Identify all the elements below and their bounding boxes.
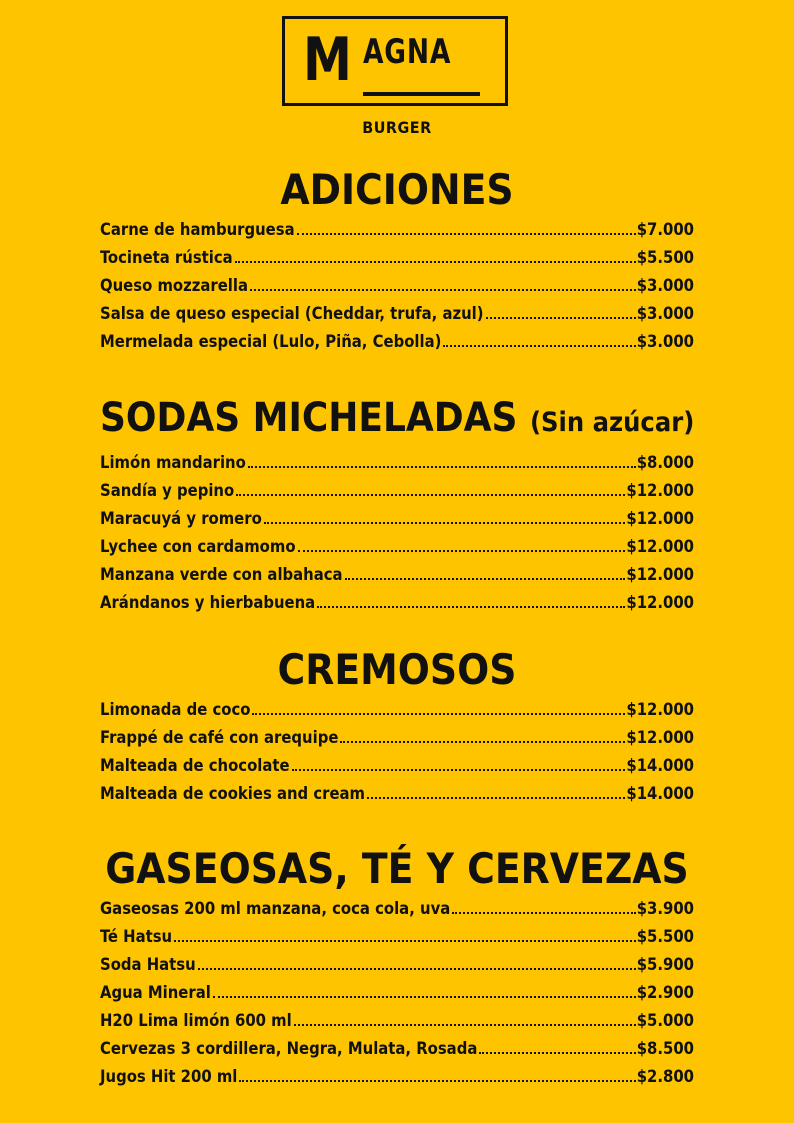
menu-section xyxy=(100,843,694,1091)
item-price: $12.000 xyxy=(626,728,694,747)
item-price: $2.900 xyxy=(636,983,694,1002)
brand-subtitle: BURGER xyxy=(362,118,432,137)
brand-logo xyxy=(282,16,508,106)
menu-item xyxy=(100,589,694,617)
item-price: $8.000 xyxy=(636,453,694,472)
item-price: $5.500 xyxy=(636,248,694,267)
menu-item xyxy=(100,216,694,244)
item-price: $12.000 xyxy=(626,565,694,584)
dot-leader xyxy=(452,911,635,914)
dot-leader xyxy=(239,1079,635,1082)
section-title xyxy=(100,392,694,449)
dot-leader xyxy=(292,768,626,771)
item-name: Agua Mineral xyxy=(100,983,211,1002)
dot-leader xyxy=(479,1051,635,1054)
item-price: $3.000 xyxy=(636,304,694,323)
menu-item xyxy=(100,895,694,923)
dot-leader xyxy=(236,493,625,496)
item-name: Maracuyá y romero xyxy=(100,509,262,528)
item-price: $5.900 xyxy=(636,955,694,974)
dot-leader xyxy=(340,740,625,743)
dot-leader xyxy=(213,995,636,998)
item-name: Carne de hamburguesa xyxy=(100,220,295,239)
menu-item xyxy=(100,244,694,272)
dot-leader xyxy=(235,260,636,263)
item-name: Queso mozzarella xyxy=(100,276,248,295)
section-title-text: SODAS MICHELADAS xyxy=(100,395,518,441)
menu-item-list xyxy=(100,449,694,617)
item-name: Té Hatsu xyxy=(100,927,173,946)
menu-item xyxy=(100,449,694,477)
item-price: $8.500 xyxy=(636,1039,694,1058)
item-name: Malteada de cookies and cream xyxy=(100,784,365,803)
menu-item xyxy=(100,923,694,951)
item-price: $7.000 xyxy=(636,220,694,239)
logo-underline xyxy=(363,92,480,96)
item-price: $12.000 xyxy=(626,700,694,719)
item-name: Mermelada especial (Lulo, Piña, Cebolla) xyxy=(100,332,442,351)
menu-item-list xyxy=(100,895,694,1091)
section-title xyxy=(100,644,694,696)
menu-item-list xyxy=(100,216,694,356)
item-price: $5.000 xyxy=(636,1011,694,1030)
menu-item xyxy=(100,1035,694,1063)
logo-name: AGNA xyxy=(363,32,452,72)
dot-leader xyxy=(248,465,636,468)
item-name: Jugos Hit 200 ml xyxy=(100,1067,238,1086)
dot-leader xyxy=(486,316,636,319)
item-price: $12.000 xyxy=(626,537,694,556)
menu-item-list xyxy=(100,696,694,808)
menu-item xyxy=(100,300,694,328)
item-name: Sandía y pepino xyxy=(100,481,235,500)
menu-section xyxy=(100,164,694,356)
dot-leader xyxy=(297,232,636,235)
menu-item xyxy=(100,979,694,1007)
item-name: Salsa de queso especial (Cheddar, trufa, azul) xyxy=(100,304,484,323)
item-name: Arándanos y hierbabuena xyxy=(100,593,316,612)
item-price: $3.000 xyxy=(636,332,694,351)
dot-leader xyxy=(252,712,625,715)
item-price: $14.000 xyxy=(626,784,694,803)
dot-leader xyxy=(250,288,636,291)
menu-section xyxy=(100,644,694,808)
dot-leader xyxy=(367,796,625,799)
section-title-text: CREMOSOS xyxy=(277,645,517,694)
item-name: Limón mandarino xyxy=(100,453,246,472)
dot-leader xyxy=(298,549,626,552)
dot-leader xyxy=(294,1023,636,1026)
section-subtitle: (Sin azúcar) xyxy=(529,407,695,438)
dot-leader xyxy=(317,605,625,608)
item-price: $3.900 xyxy=(636,899,694,918)
section-title-text: GASEOSAS, TÉ Y CERVEZAS xyxy=(105,844,689,893)
item-price: $12.000 xyxy=(626,481,694,500)
menu-section xyxy=(100,392,694,617)
item-name: H20 Lima limón 600 ml xyxy=(100,1011,292,1030)
menu-item xyxy=(100,752,694,780)
dot-leader xyxy=(345,577,626,580)
item-name: Cervezas 3 cordillera, Negra, Mulata, Rosada xyxy=(100,1039,478,1058)
menu-item xyxy=(100,780,694,808)
dot-leader xyxy=(174,939,636,942)
menu-item xyxy=(100,561,694,589)
item-name: Gaseosas 200 ml manzana, coca cola, uva xyxy=(100,899,451,918)
item-name: Manzana verde con albahaca xyxy=(100,565,343,584)
dot-leader xyxy=(198,967,636,970)
menu-item xyxy=(100,724,694,752)
item-name: Soda Hatsu xyxy=(100,955,196,974)
section-title xyxy=(100,164,694,216)
menu-item xyxy=(100,272,694,300)
item-price: $14.000 xyxy=(626,756,694,775)
menu-item xyxy=(100,477,694,505)
dot-leader xyxy=(443,344,635,347)
section-title xyxy=(100,843,694,895)
menu-item xyxy=(100,951,694,979)
menu-item xyxy=(100,696,694,724)
item-name: Malteada de chocolate xyxy=(100,756,290,775)
menu-item xyxy=(100,1007,694,1035)
item-price: $12.000 xyxy=(626,509,694,528)
menu-item xyxy=(100,505,694,533)
logo-letter: M xyxy=(303,25,352,95)
item-name: Tocineta rústica xyxy=(100,248,233,267)
menu-item xyxy=(100,533,694,561)
section-title-text: ADICIONES xyxy=(280,165,514,214)
item-price: $3.000 xyxy=(636,276,694,295)
item-name: Frappé de café con arequipe xyxy=(100,728,339,747)
item-price: $2.800 xyxy=(636,1067,694,1086)
item-name: Limonada de coco xyxy=(100,700,251,719)
dot-leader xyxy=(264,521,626,524)
item-name: Lychee con cardamomo xyxy=(100,537,296,556)
menu-item xyxy=(100,328,694,356)
item-price: $12.000 xyxy=(626,593,694,612)
item-price: $5.500 xyxy=(636,927,694,946)
menu-item xyxy=(100,1063,694,1091)
